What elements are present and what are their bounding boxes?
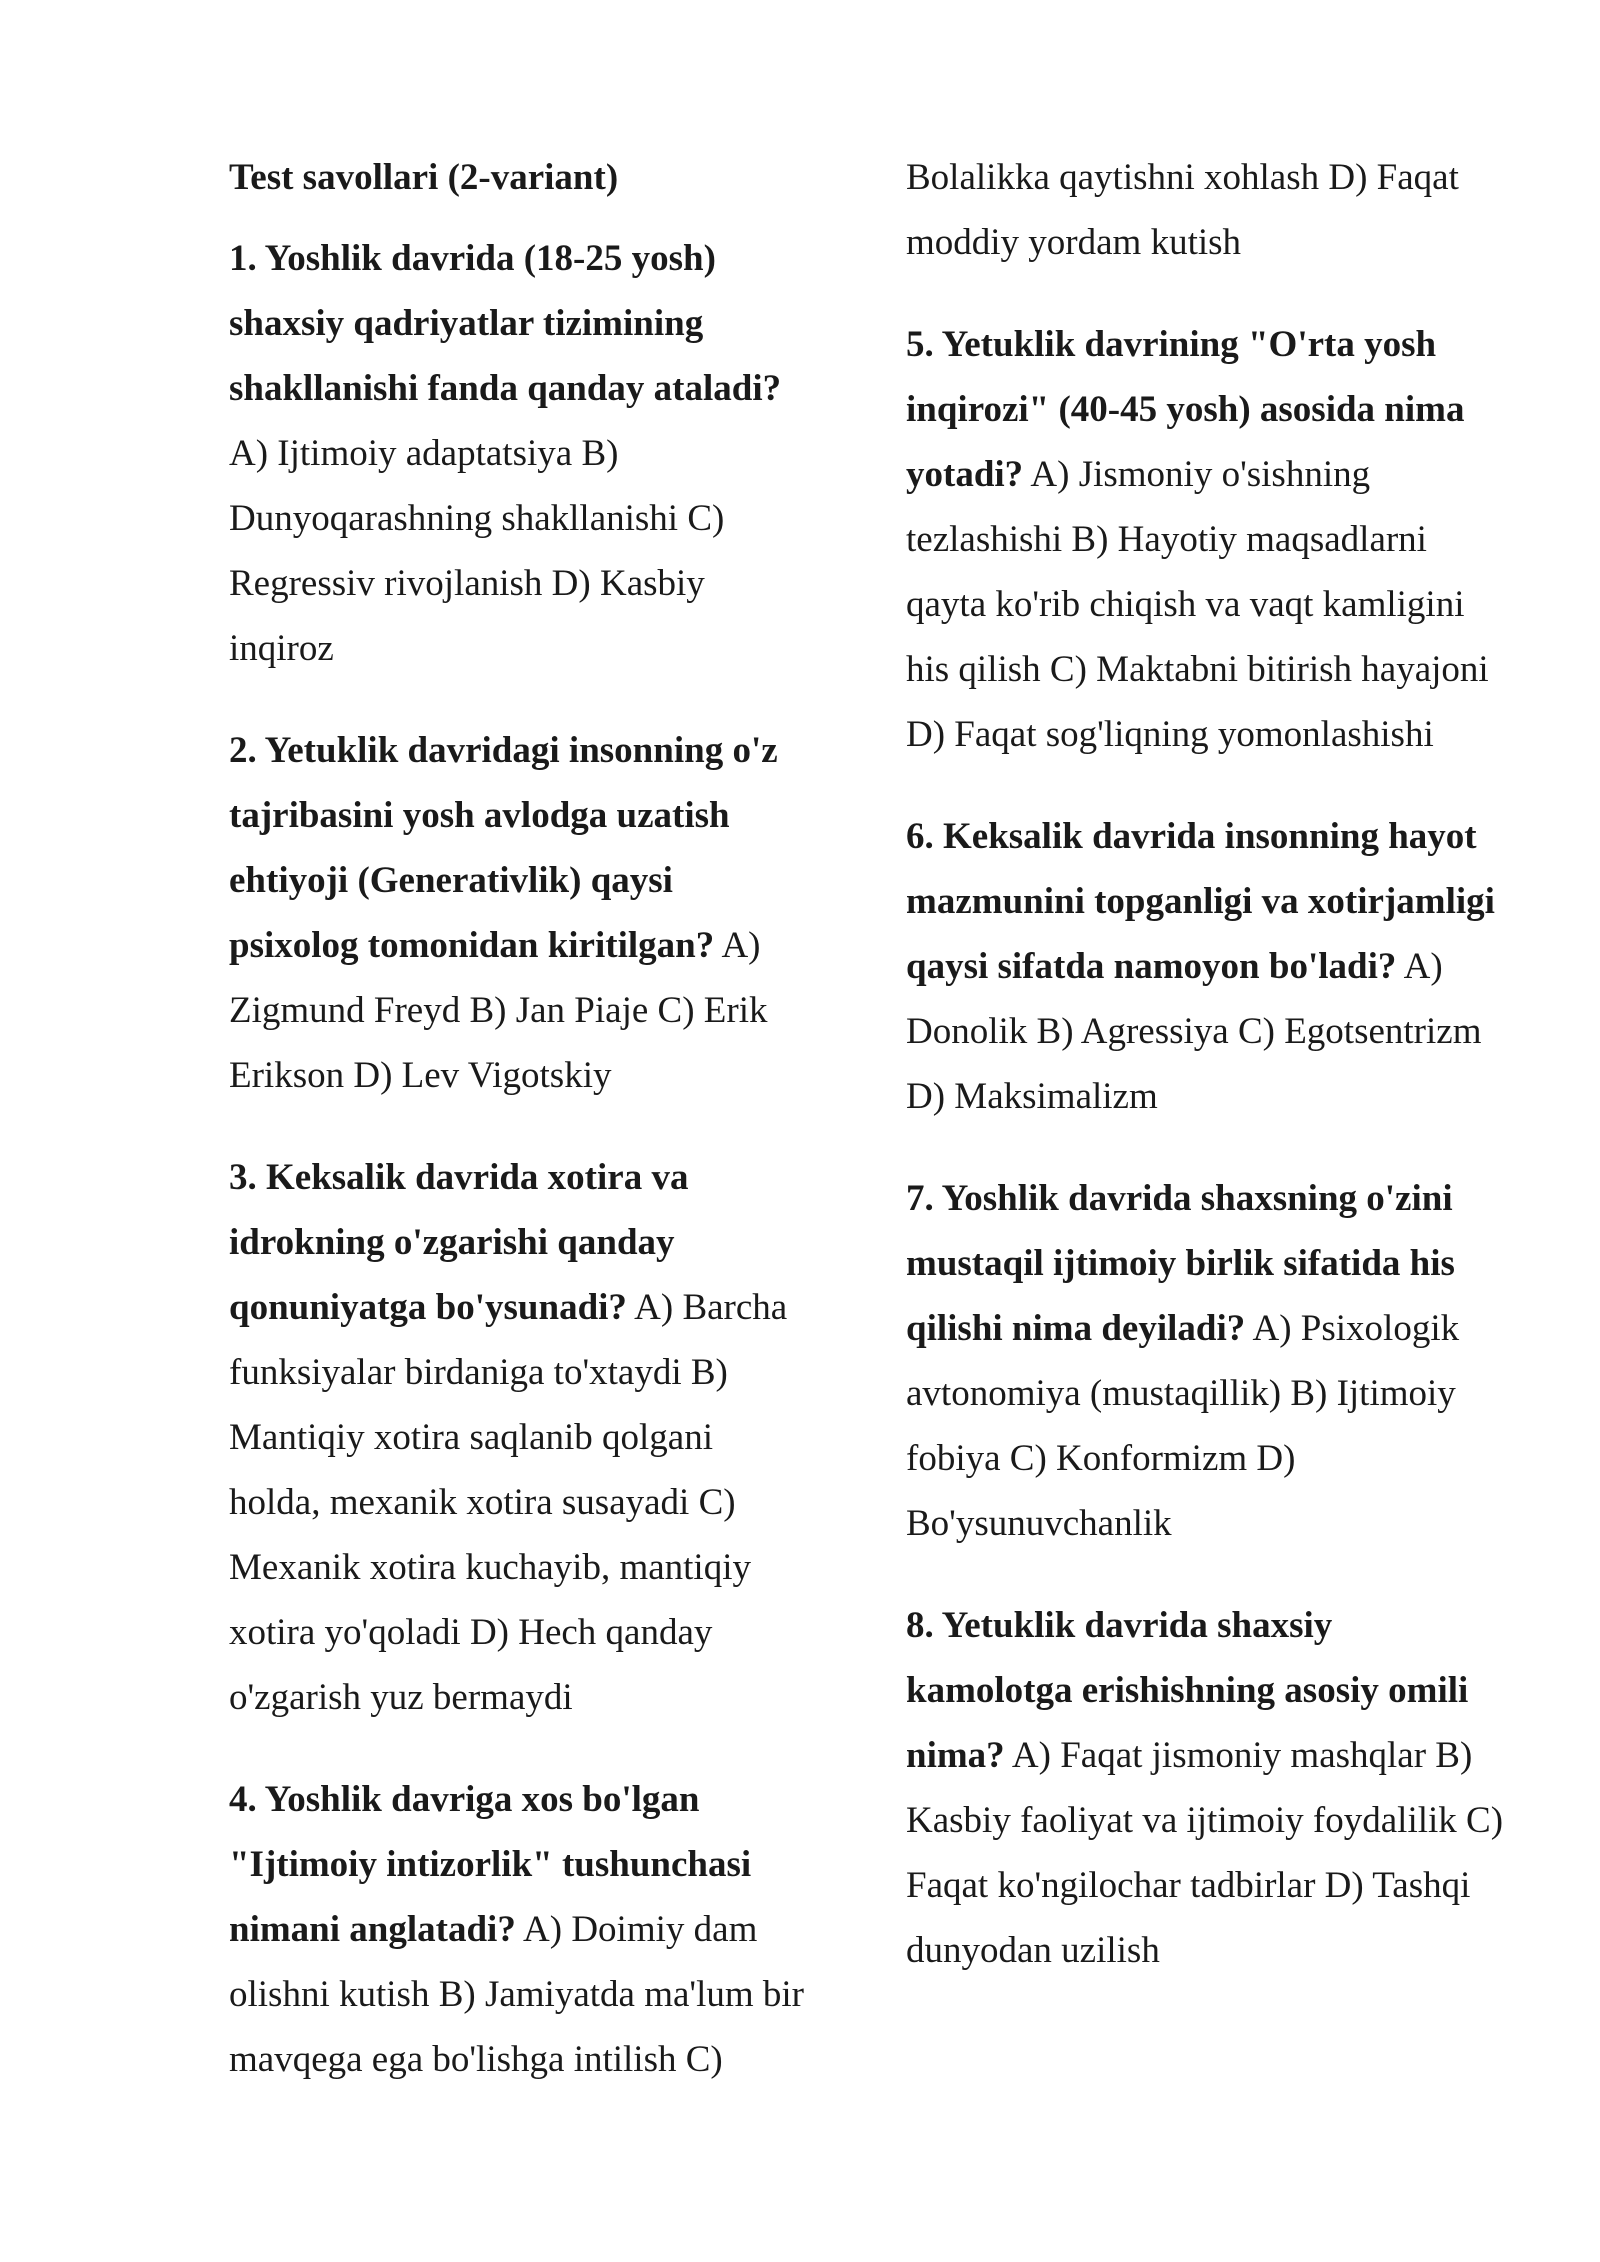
- right-column: [906, 145, 1506, 2020]
- question-options: A) Jismoniy o'sishning tezlashishi B) Hayotiy maqsadlarni qayta ko'rib chiqish va vaqt kamligini his qilish C) Maktabni bitirish hayajoni D) Faqat sog'liqning yomonlashishi: [906, 454, 1489, 755]
- question-text: 4. Yoshlik davriga xos bo'lgan "Ijtimoiy intizorlik" tushunchasi nimani anglatadi?: [229, 1779, 752, 1950]
- question-3: [229, 1145, 809, 1730]
- question-options: A) Donolik B) Agressiya C) Egotsentrizm D) Maksimalizm: [906, 946, 1482, 1117]
- question-7: [906, 1166, 1506, 1556]
- question-1: [229, 226, 809, 681]
- question-options-continued: Bolalikka qaytishni xohlash D) Faqat moddiy yordam kutish: [906, 157, 1459, 263]
- question-2: [229, 718, 809, 1108]
- question-text: 3. Keksalik davrida xotira va idrokning o'zgarishi qanday qonuniyatga bo'ysunadi?: [229, 1157, 689, 1328]
- question-options: A) Doimiy dam olishni kutish B) Jamiyatda ma'lum bir mavqega ega bo'lishga intilish C): [229, 1909, 804, 2080]
- question-6: [906, 804, 1506, 1129]
- document-title: Test savollari (2-variant): [229, 157, 619, 198]
- question-4: [229, 1767, 809, 2092]
- question-options: A) Zigmund Freyd B) Jan Piaje C) Erik Erikson D) Lev Vigotskiy: [229, 925, 768, 1096]
- question-text: 8. Yetuklik davrida shaxsiy kamolotga erishishning asosiy omili nima?: [906, 1605, 1469, 1776]
- question-text: 5. Yetuklik davrining "O'rta yosh inqirozi" (40-45 yosh) asosida nima yotadi?: [906, 324, 1465, 495]
- question-text: 2. Yetuklik davridagi insonning o'z tajribasini yosh avlodga uzatish ehtiyoji (Generativlik) qaysi psixolog tomonidan kiritilgan?: [229, 730, 778, 966]
- question-text: 6. Keksalik davrida insonning hayot mazmunini topganligi va xotirjamligi qaysi sifatda namoyon bo'ladi?: [906, 816, 1495, 987]
- question-options: A) Barcha funksiyalar birdaniga to'xtaydi B) Mantiqiy xotira saqlanib qolgani holda, mexanik xotira susayadi C) Mexanik xotira kuchayib, mantiqiy xotira yo'qoladi D) Hech qanday o'zgarish yuz bermaydi: [229, 1287, 788, 1718]
- question-text: 1. Yoshlik davrida (18-25 yosh) shaxsiy qadriyatlar tizimining shakllanishi fanda qanday ataladi?: [229, 238, 782, 409]
- left-column: [229, 145, 809, 2129]
- question-options: A) Faqat jismoniy mashqlar B) Kasbiy faoliyat va ijtimoiy foydalilik C) Faqat ko'ngilochar tadbirlar D) Tashqi dunyodan uzilish: [906, 1735, 1504, 1971]
- question-options: A) Psixologik avtonomiya (mustaqillik) B) Ijtimoiy fobiya C) Konformizm D) Bo'ysunuvchanlik: [906, 1308, 1460, 1544]
- question-text: 7. Yoshlik davrida shaxsning o'zini mustaqil ijtimoiy birlik sifatida his qilishi nima deyiladi?: [906, 1178, 1455, 1349]
- question-4-continued: [906, 145, 1506, 275]
- question-options: A) Ijtimoiy adaptatsiya B) Dunyoqarashning shakllanishi C) Regressiv rivojlanish D) Kasbiy inqiroz: [229, 433, 725, 669]
- question-5: [906, 312, 1506, 767]
- question-8: [906, 1593, 1506, 1983]
